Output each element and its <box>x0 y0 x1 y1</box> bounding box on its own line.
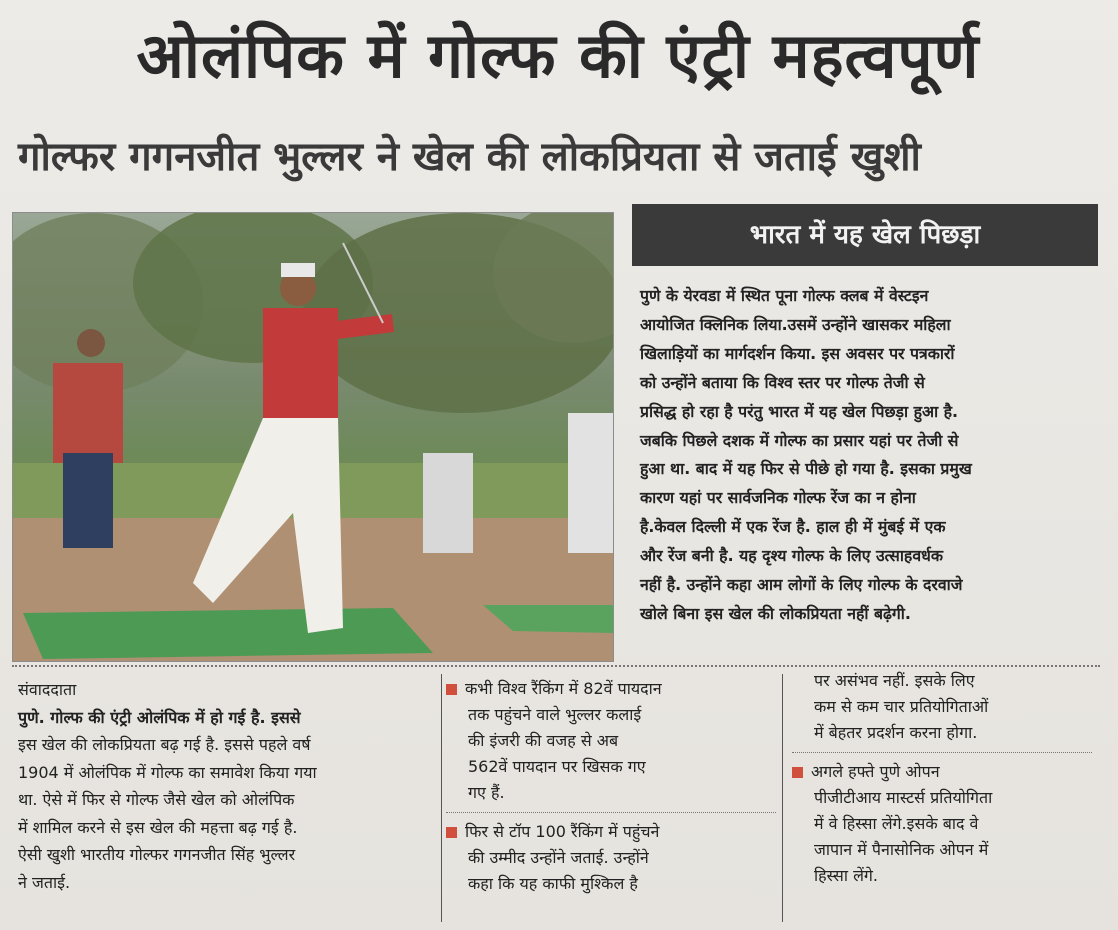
sidebar-line: को उन्होंने बताया कि विश्व स्तर पर गोल्फ तेजी से <box>640 372 925 392</box>
sidebar-line: आयोजित क्लिनिक लिया.उसमें उन्होंने खासकर महिला <box>640 314 951 334</box>
article-line: इस खेल की लोकप्रियता बढ़ गई है. इससे पहले वर्ष <box>18 735 311 754</box>
golf-player-photo <box>12 212 614 662</box>
point-divider <box>446 812 776 813</box>
section-divider <box>12 665 1100 667</box>
point-line: पर असंभव नहीं. इसके लिए <box>814 671 975 690</box>
article-line: ने जताई. <box>18 872 71 892</box>
sidebar-line: हुआ था. बाद में यह फिर से पीछे हो गया है. इसका प्रमुख <box>640 459 972 479</box>
sidebar-line: कारण यहां पर सार्वजनिक गोल्फ रेंज का न होना <box>640 488 916 508</box>
golf-scene-illustration <box>13 213 613 661</box>
sidebar-line: खिलाड़ियों का मार्गदर्शन किया. इस अवसर पर पत्रकारों <box>640 343 955 363</box>
point-line: अगले हफ्ते पुणे ओपन <box>811 762 940 781</box>
bullet-icon <box>446 827 457 838</box>
point-line: जापान में पैनासोनिक ओपन में <box>814 840 989 859</box>
point-line: गए हैं. <box>468 783 505 802</box>
article-column <box>18 676 433 926</box>
point-item <box>446 676 776 806</box>
byline: संवाददाता <box>18 680 77 699</box>
points-column-2 <box>446 676 776 926</box>
point-divider <box>792 752 1092 753</box>
article-line: था. ऐसे में फिर से गोल्फ जैसे खेल को ओलंपिक <box>18 790 295 809</box>
point-item <box>792 759 1092 889</box>
sidebar-line: और रेंज बनी है. यह दृश्य गोल्फ के लिए उत्साहवर्धक <box>640 546 943 566</box>
point-item <box>446 819 776 897</box>
point-line: पीजीटीआय मास्टर्स प्रतियोगिता <box>814 788 993 807</box>
point-line: की इंजरी की वजह से अब <box>468 731 619 750</box>
point-line: की उम्मीद उन्होंने जताई. उन्होंने <box>468 848 649 867</box>
article-line: 1904 में ओलंपिक में गोल्फ का समावेश किया गया <box>18 762 317 782</box>
point-line: कभी विश्व रैंकिंग में 82वें पायदान <box>465 679 662 698</box>
sidebar-line: पुणे के येरवडा में स्थित पूना गोल्फ क्लब में वेस्टइन <box>640 286 929 305</box>
point-line: कहा कि यह काफी मुश्किल है <box>468 874 638 893</box>
point-line: कम से कम चार प्रतियोगिताओं <box>814 697 989 716</box>
point-line: में बेहतर प्रदर्शन करना होगा. <box>814 723 978 742</box>
sidebar-line: नहीं है. उन्होंने कहा आम लोगों के लिए गोल्फ के दरवाजे <box>640 575 963 595</box>
column-rule <box>782 674 783 922</box>
sidebar-title: भारत में यह खेल पिछड़ा <box>632 204 1098 266</box>
headline: ओलंपिक में गोल्फ की एंट्री महत्वपूर्ण <box>136 19 980 92</box>
article-line: में शामिल करने से इस खेल की महत्ता बढ़ गई है. <box>18 817 298 837</box>
bullet-icon <box>446 684 457 695</box>
column-rule <box>441 674 442 922</box>
sidebar-body <box>640 282 1100 652</box>
point-line: 562वें पायदान पर खिसक गए <box>468 757 646 776</box>
sidebar-line: प्रसिद्ध हो रहा है परंतु भारत में यह खेल पिछड़ा हुआ है. <box>640 401 959 421</box>
point-line: में वे हिस्सा लेंगे.इसके बाद वे <box>814 814 979 833</box>
point-line: फिर से टॉप 100 रैंकिंग में पहुंचने <box>465 822 660 841</box>
points-column-3 <box>792 668 1092 928</box>
article-line: ऐसी खुशी भारतीय गोल्फर गगनजीत सिंह भुल्लर <box>18 845 296 864</box>
point-line: तक पहुंचने वाले भुल्लर कलाई <box>468 705 642 724</box>
subheadline: गोल्फर गगनजीत भुल्लर ने खेल की लोकप्रियता से जताई खुशी <box>18 134 921 180</box>
point-line: हिस्सा लेंगे. <box>814 866 879 885</box>
bullet-icon <box>792 767 803 778</box>
article-line: पुणे. गोल्फ की एंट्री ओलंपिक में हो गई है. इससे <box>18 707 301 727</box>
sidebar-line: खोले बिना इस खेल की लोकप्रियता नहीं बढ़ेगी. <box>640 603 911 623</box>
sidebar-line: है.केवल दिल्ली में एक रेंज है. हाल ही में मुंबई में एक <box>640 517 946 537</box>
point-continuation <box>792 668 1092 746</box>
sidebar-line: जबकि पिछले दशक में गोल्फ का प्रसार यहां पर तेजी से <box>640 430 959 450</box>
